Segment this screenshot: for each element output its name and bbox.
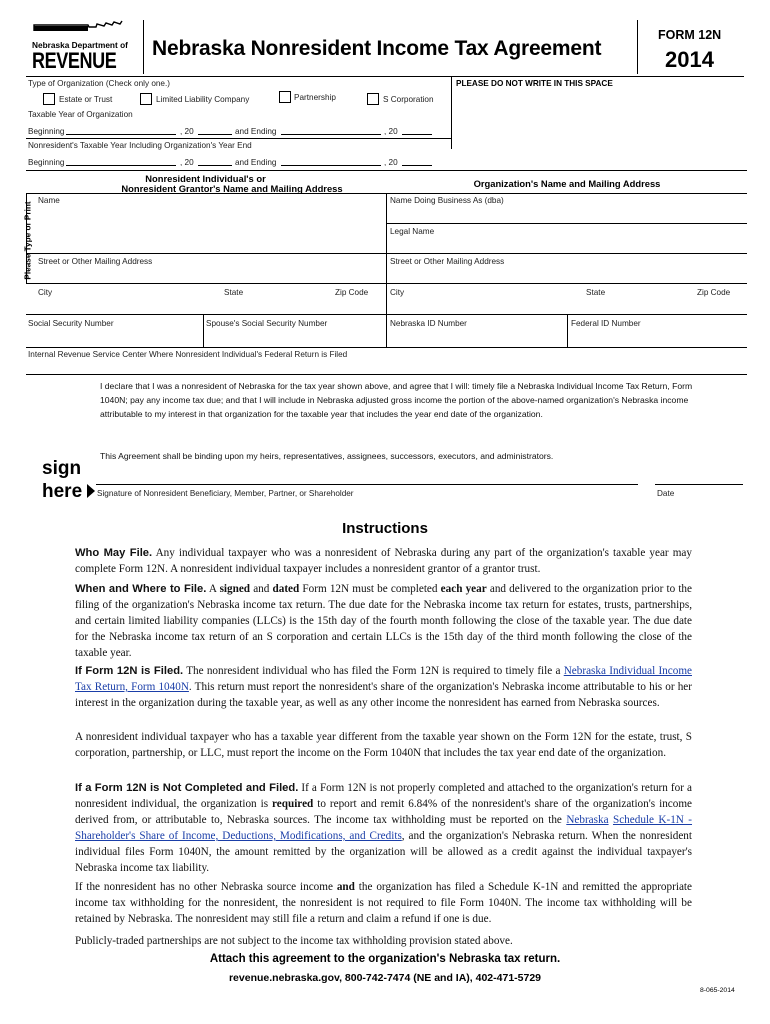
taxable-year-label: Taxable Year of Organization	[28, 110, 133, 119]
org-state-label: State	[586, 288, 606, 297]
city-label: City	[38, 288, 53, 297]
dba-rule	[387, 223, 747, 224]
when-where-paragraph	[75, 581, 692, 661]
s-corporation-label: S Corporation	[383, 95, 434, 104]
form-number: FORM 12N	[658, 28, 722, 42]
header-divider-left	[143, 20, 144, 74]
state-label: State	[224, 288, 244, 297]
ne-id-label: Nebraska ID Number	[390, 319, 467, 328]
org-begin-year-field[interactable]	[198, 125, 232, 135]
when-text-and: and	[250, 583, 273, 595]
org-city-label: City	[390, 288, 405, 297]
sign-word: sign	[42, 458, 82, 479]
signed-emphasis: signed	[219, 583, 251, 595]
street-label: Street or Other Mailing Address	[38, 257, 153, 266]
attach-notice: Attach this agreement to the organization's Nebraska tax return.	[209, 953, 561, 965]
ssn-divider	[203, 314, 204, 347]
if-filed-text-b: . This return must report the nonresident's share of the organization's Nebraska income attributable to his or her interest in the organization during the taxable year, as well as any other income the nonresident has earned from Nebraska sources.	[75, 681, 692, 709]
ne-id-field[interactable]	[390, 329, 562, 345]
form-1040n-link[interactable]: Nebraska Individual Income Tax Return, Form 1040N	[75, 665, 692, 693]
ne-id-divider	[567, 314, 568, 347]
date-line	[655, 484, 743, 485]
city-rule	[26, 283, 747, 284]
beginning-label: Beginning	[28, 127, 65, 136]
declaration-text: I declare that I was a nonresident of Nebraska for the tax year shown above, and agree that I will: timely file a Nebraska Individual Income Tax Return, Form 1040N; pay any income tax due; and that I will include in Nebraska adjusted gross income the portion of the above-named organization's Nebraska income attributable to my interest in that organization for the taxable year that includes the year end date of the organization.	[100, 381, 693, 419]
left-section-title-1: Nonresident Individual's or	[145, 173, 266, 184]
estate-trust-checkbox[interactable]	[43, 93, 55, 105]
signature-field[interactable]	[96, 466, 638, 484]
irs-center-field[interactable]	[28, 360, 743, 373]
ind-beginning-label: Beginning	[28, 158, 65, 167]
fed-id-field[interactable]	[571, 329, 743, 345]
sign-here-arrow-icon	[86, 483, 96, 499]
dated-emphasis: dated	[272, 583, 300, 595]
org-zip-label: Zip Code	[697, 288, 731, 297]
when-text-b: Form 12N must be completed	[299, 583, 441, 595]
org-end-date-field[interactable]	[281, 125, 381, 135]
form-code: 8-065-2014	[700, 987, 735, 994]
name-label: Name	[38, 196, 60, 205]
org-end-year-field[interactable]	[402, 125, 432, 135]
binding-text: This Agreement shall be binding upon my heirs, representatives, assignees, successors, executors, and administrators.	[100, 451, 554, 461]
legal-name-label: Legal Name	[390, 227, 435, 236]
street-field[interactable]	[36, 266, 381, 283]
street-rule	[26, 253, 747, 254]
legal-name-field[interactable]	[390, 236, 740, 253]
contact-line: revenue.nebraska.gov, 800-742-7474 (NE and IA), 402-471-5729	[228, 972, 542, 984]
no-other-text-a: If the nonresident has no other Nebraska source income	[75, 881, 337, 893]
begin-year-prefix: , 20	[180, 127, 194, 136]
nebraska-state-outline-icon	[30, 14, 132, 36]
required-emphasis: required	[272, 798, 314, 810]
s-corporation-checkbox[interactable]	[367, 93, 379, 105]
if-filed-heading: If Form 12N is Filed.	[75, 665, 184, 677]
irs-rule	[26, 347, 747, 348]
not-filed-heading: If a Form 12N is Not Completed and Filed.	[75, 782, 299, 794]
when-text-a: A	[206, 583, 220, 595]
ind-end-year-prefix: , 20	[384, 158, 398, 167]
not-filed-text-a: If a Form 12N is not properly completed and attached to the organization's return for a nonresident individual, the organization is	[75, 782, 692, 810]
grid-bottom-rule	[26, 374, 747, 375]
agency-line: Nebraska Department of	[32, 40, 128, 50]
grid-left-border	[26, 193, 27, 283]
llc-checkbox[interactable]	[140, 93, 152, 105]
fed-id-label: Federal ID Number	[571, 319, 641, 328]
partnership-label: Partnership	[294, 93, 336, 102]
here-word: here	[42, 481, 83, 502]
date-field[interactable]	[655, 466, 743, 484]
date-label: Date	[657, 489, 675, 498]
ssn-field[interactable]	[28, 329, 198, 345]
dba-field[interactable]	[390, 205, 740, 223]
if-filed-text-a: The nonresident individual who has filed the Form 12N is required to timely file a	[183, 665, 564, 677]
left-section-title-2: Nonresident Grantor's Name and Mailing Address	[121, 183, 343, 194]
schedule-k1n-link[interactable]: Schedule K-1N - Shareholder's Share of Income, Deductions, Modifications, and Credits	[75, 814, 693, 842]
org-street-label: Street or Other Mailing Address	[390, 257, 505, 266]
and-emphasis: and	[336, 881, 355, 893]
ind-begin-year-field[interactable]	[198, 156, 232, 166]
spouse-ssn-label: Spouse's Social Security Number	[206, 319, 328, 328]
when-text-c: and delivered to the organization prior to the filing of the organization's Nebraska income tax return. The due date for the Nebraska income tax return for estates, trusts, partnerships, and certain limited liability companies (LLCs) is the 15th day of the fourth month following the close of the taxable year. The due date for the Nebraska income tax return of an S corporation and certain LLCs is the 15th day of the third month following the close of the taxable year.	[75, 583, 692, 659]
no-other-text-b: the organization has filed a Schedule K-1N and remitted the appropriate income tax withholding for the nonresident, the nonresident is not required to file Form 1040N. The income tax withholding will be retained by Nebraska. The nonresident may still file a return and claim a refund if one is due.	[75, 881, 692, 925]
header-bottom-rule	[26, 76, 744, 77]
who-may-file-body: Any individual taxpayer who was a nonresident of Nebraska during any part of the organization's taxable year may complete Form 12N. A nonresident individual taxpayer includes a nonresident grantor of a grantor trust.	[75, 547, 692, 575]
org-begin-date-field[interactable]	[66, 125, 176, 135]
irs-center-label: Internal Revenue Service Center Where Nonresident Individual's Federal Return is Filed	[28, 350, 348, 359]
taxable-year-rule	[26, 138, 452, 139]
different-year-paragraph: A nonresident individual taxpayer who has a taxable year different from the taxable year shown on the Form 12N for the estate, trust, S corporation, partnership, or LLC, must report the income on the Form 1040N that includes the tax year end date of the organization.	[75, 731, 692, 759]
revenue-logo	[30, 14, 132, 73]
header-divider-right	[637, 20, 638, 74]
spouse-ssn-field[interactable]	[206, 329, 381, 345]
if-filed-paragraph	[75, 663, 692, 711]
ind-begin-date-field[interactable]	[66, 156, 176, 166]
nebraska-link[interactable]: Nebraska	[566, 814, 609, 826]
grid-top-rule	[26, 170, 747, 171]
form-title: Nebraska Nonresident Income Tax Agreement	[152, 37, 602, 60]
ssn-label: Social Security Number	[28, 319, 114, 328]
name-field[interactable]	[36, 205, 381, 253]
instructions-heading: Instructions	[342, 520, 428, 537]
ind-begin-year-prefix: , 20	[180, 158, 194, 167]
not-filed-text-b: to report and remit 6.84% of the nonresident's share of the organization's income derived from, or attributable to, Nebraska sources. The income tax withholding must be reported on the	[75, 798, 693, 826]
when-where-heading: When and Where to File.	[75, 583, 207, 595]
dba-label: Name Doing Business As (dba)	[390, 196, 504, 205]
tax-year: 2014	[665, 47, 714, 72]
org-street-field[interactable]	[390, 266, 740, 283]
estate-trust-label: Estate or Trust	[59, 95, 113, 104]
and-ending-label: and Ending	[235, 127, 277, 136]
side-label: Please Type or Print	[23, 201, 33, 280]
right-section-title: Organization's Name and Mailing Address	[473, 178, 661, 189]
grid-center-divider	[386, 193, 387, 347]
partnership-checkbox[interactable]	[279, 91, 291, 103]
who-may-file-paragraph	[75, 545, 692, 577]
llc-label: Limited Liability Company	[156, 95, 250, 104]
signature-label: Signature of Nonresident Beneficiary, Member, Partner, or Shareholder	[97, 489, 354, 498]
ind-end-date-field[interactable]	[281, 156, 381, 166]
id-rule	[26, 314, 747, 315]
ind-and-ending-label: and Ending	[235, 158, 277, 167]
zip-label: Zip Code	[335, 288, 369, 297]
not-filed-text-c: , and the organization's Nebraska return. When the nonresident individual files Form 1040N, the amount remitted by the organization will be allowed as a credit against the individual taxpayer's Nebraska income tax liability.	[75, 830, 692, 874]
who-may-file-heading: Who May File.	[75, 547, 153, 559]
org-type-label: Type of Organization (Check only one.)	[28, 79, 170, 88]
signature-line	[96, 484, 638, 485]
org-city-state-zip-field[interactable]	[390, 297, 740, 314]
ind-end-year-field[interactable]	[402, 156, 432, 166]
not-filed-paragraph	[75, 780, 692, 876]
each-year-emphasis: each year	[440, 583, 487, 595]
no-other-income-paragraph	[75, 879, 692, 927]
no-write-notice: PLEASE DO NOT WRITE IN THIS SPACE	[456, 79, 613, 88]
agency-name: REVENUE	[32, 48, 117, 73]
individual-year-label: Nonresident's Taxable Year Including Organization's Year End	[28, 141, 252, 150]
city-state-zip-field[interactable]	[36, 297, 381, 314]
end-year-prefix: , 20	[384, 127, 398, 136]
publicly-traded-paragraph: Publicly-traded partnerships are not subject to the income tax withholding provision stated above.	[75, 935, 513, 947]
